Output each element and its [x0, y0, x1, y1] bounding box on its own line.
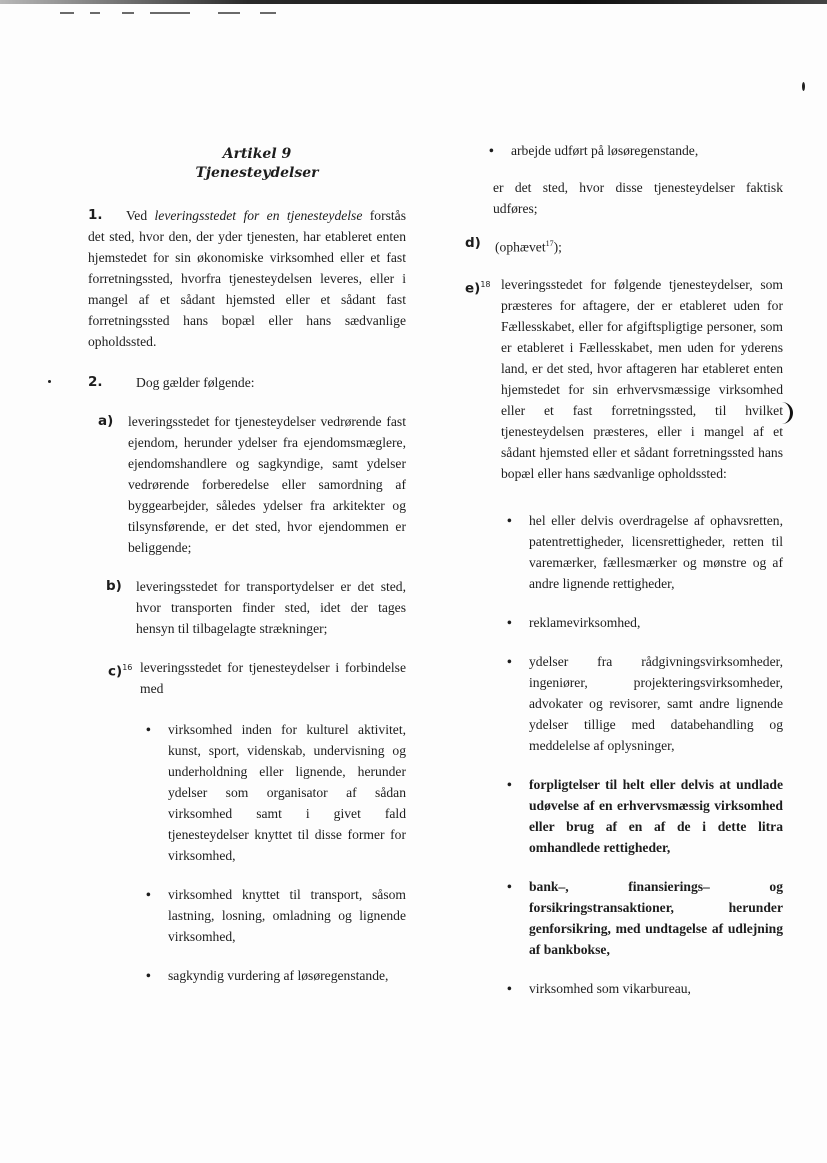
item-text: leveringsstedet for tjenesteydelser i forbindelse med — [140, 660, 406, 696]
footnote-ref: 18 — [480, 279, 491, 289]
text-run: forstås det sted, hvor den, der yder tjenesten, har etableret enten hjemstedet for sin økonomiske virksomhed eller et fast forretningssted, hvorfra tjenesteydelsen leveres, eller i mangel af et sådant hjemsted eller et sådant fast forretningssted hans bopæl eller hans sædvanlige opholdssted. — [88, 208, 406, 349]
bullet-text: virksomhed knyttet til transport, såsom lastning, losning, omladning og lignende virksomhed, — [168, 887, 406, 944]
bullet-icon: • — [507, 614, 512, 630]
bullet-icon: • — [146, 887, 151, 902]
item-d — [465, 233, 783, 258]
bullet-icon: • — [146, 968, 151, 983]
item-label: a) — [98, 413, 114, 429]
bullet-text: arbejde udført på løsøregenstande, — [511, 143, 699, 158]
bullet-icon: • — [507, 878, 512, 894]
paragraph-2 — [88, 372, 406, 393]
bullet-item — [140, 719, 406, 866]
paragraph-text — [88, 205, 406, 352]
right-column — [465, 140, 783, 999]
bullet-text: ydelser fra rådgivningsvirksomheder, ingeniører, projekteringsvirksomheder, advokater og revisorer, samt andre lignende ydelser tillige med databehandling og meddelelse af oplysninger, — [529, 653, 783, 753]
footnote-ref: 17 — [545, 239, 554, 248]
paragraph-number: 1. — [88, 207, 103, 223]
bullet-text: hel eller delvis overdragelse af ophavsretten, patentrettigheder, licensrettigheder, retten til varemærker, fællesmærker og mønstre og af andre lignende rettigheder, — [529, 512, 783, 591]
item-c — [88, 657, 406, 699]
bullet-item — [140, 884, 406, 947]
article-title: Tjenesteydelser — [195, 165, 319, 181]
item-text: leveringsstedet for tjenesteydelser vedrørende fast ejendom, herunder ydelser fra ejendomsmæglere, ejendomshandlere og sagkyndige, samt ydelser vedrørende forberedelse eller samordning af byggearbejder, således ydelser fra arkitekter og tilsynsførende, er det sted, hvor ejendommen er beliggende; — [128, 414, 406, 555]
scan-mark — [218, 12, 240, 14]
scan-top-edge — [0, 0, 827, 4]
bullet-icon: • — [489, 143, 494, 158]
footnote-ref: 16 — [122, 663, 133, 672]
text-run: (ophævet — [495, 239, 546, 255]
scan-mark — [122, 12, 134, 14]
bullet-item — [465, 140, 783, 161]
paragraph-number: 2. — [88, 374, 103, 390]
bullet-item — [501, 978, 783, 999]
bullet-item — [501, 651, 783, 756]
bullet-icon: • — [507, 776, 512, 792]
bullet-item — [140, 965, 406, 986]
scan-mark — [260, 12, 276, 14]
item-label — [108, 657, 132, 683]
bullet-text: sagkyndig vurdering af løsøregenstande, — [168, 968, 389, 983]
article-number: Artikel 9 — [222, 146, 292, 162]
bullet-icon: • — [507, 980, 512, 996]
item-a — [88, 411, 406, 558]
item-text — [495, 233, 783, 258]
text-run: Ved — [126, 208, 155, 223]
bullet-text: virksomhed som vikarbureau, — [529, 980, 691, 996]
item-e-bullets — [465, 510, 783, 999]
bullet-text: forpligtelser til helt eller delvis at undlade udøvelse af en erhvervsmæssig virksomhed eller brug af en af de i dette litra omhandlede rettigheder, — [529, 776, 783, 855]
bullet-text: virksomhed inden for kulturel aktivitet, kunst, sport, videnskab, undervisning og underholdning eller lignende, herunder ydelser som organisator af sådan virksomhed samt i givet fald tjenesteydelser knyttet til disse former for virksomhed, — [168, 722, 406, 863]
item-text: leveringsstedet for følgende tjenesteydelser, som præsteres for aftagere, der er etableret uden for Fællesskabet, eller for afgiftspligtige personer, som er etableret i Fællesskabet, men uden for yderens land, er det sted, hvor aftageren har etableret enten hjemstedet for sin erhvervsmæssige virksomhed eller et fast forretningssted, til hvilket tjenesteydelsen præsteres, eller i mangel af et sådant hjemsted eller et sådant forretningssted hans bopæl eller hans sædvanlige opholdssted: — [501, 276, 783, 481]
bullet-text: bank–, finansierings– og forsikringstransaktioner, herunder genforsikring, med undtagelse af udlejning af bankbokse, — [529, 878, 783, 957]
text-run: ); — [553, 239, 562, 255]
item-label: b) — [106, 578, 122, 594]
bullet-item — [501, 876, 783, 960]
scan-speck — [48, 380, 51, 383]
left-column — [88, 145, 406, 986]
scan-mark — [150, 12, 190, 14]
item-label-text: c) — [108, 663, 123, 680]
item-e — [465, 274, 783, 484]
bullet-icon: • — [507, 653, 512, 669]
scan-speck — [802, 82, 805, 91]
paragraph-1 — [88, 205, 406, 352]
bullet-text: reklamevirksomhed, — [529, 614, 641, 630]
item-c-tail: er det sted, hvor disse tjenesteydelser faktisk udføres; — [493, 180, 783, 216]
bullet-item — [501, 774, 783, 858]
paragraph-text: Dog gælder følgende: — [136, 375, 255, 390]
bullet-icon: • — [146, 722, 151, 737]
item-label-text: e) — [465, 280, 481, 297]
item-text: leveringsstedet for transportydelser er det sted, hvor transporten finder sted, idet der tages hensyn til tilbagelagte strækninger; — [136, 579, 406, 636]
article-heading — [108, 145, 406, 183]
bullet-item — [501, 510, 783, 594]
bullet-item — [501, 612, 783, 633]
scan-mark — [90, 12, 100, 14]
scan-mark — [60, 12, 74, 14]
defined-term: leveringsstedet for en tjenesteydelse — [154, 208, 363, 223]
item-label: d) — [465, 235, 481, 251]
bullet-icon: • — [507, 512, 512, 528]
item-label — [465, 274, 491, 300]
item-b — [88, 576, 406, 639]
item-c-bullets — [88, 719, 406, 986]
